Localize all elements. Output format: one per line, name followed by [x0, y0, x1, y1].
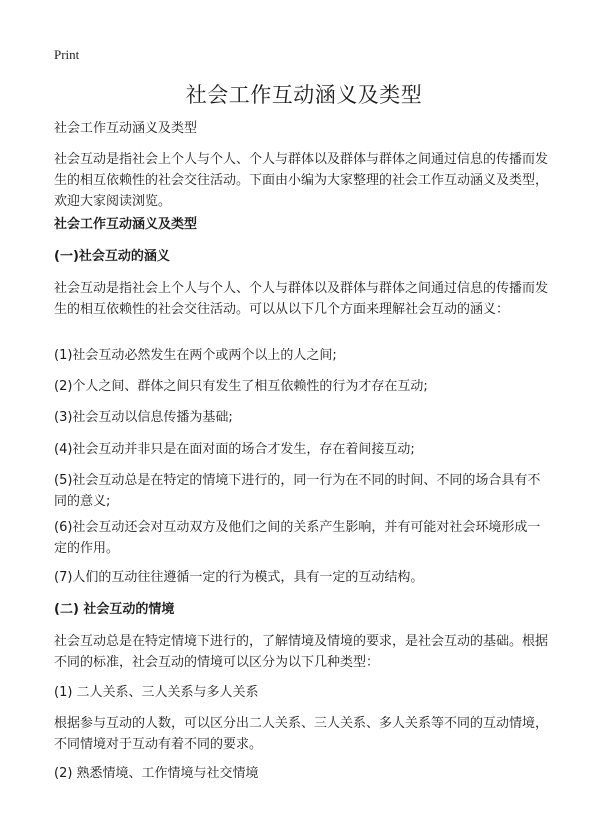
list-item: (6)社会互动还会对互动双方及他们之间的关系产生影响，并有可能对社会环境形成一定的作用。 — [54, 520, 541, 556]
group-size-paragraph: 根据参与互动的人数，可以区分出二人关系、三人关系、多人关系等不同的互动情境，不同情境对于互动有着不同的要求。 — [54, 716, 549, 752]
list-item: (2)个人之间、群体之间只有发生了相互依赖性的行为才存在互动; — [54, 379, 428, 394]
type-heading-situation-kind: (2) 熟悉情境、工作情境与社交情境 — [54, 766, 259, 781]
subsection-heading-meaning: (一)社会互动的涵义 — [54, 249, 170, 264]
section-heading: 社会工作互动涵义及类型 — [54, 217, 198, 232]
list-item: (1)社会互动必然发生在两个或两个以上的人之间; — [54, 348, 337, 363]
intro-paragraph: 社会互动是指社会上个人与个人、个人与群体以及群体与群体之间通过信息的传播而发生的相互依赖性的社会交往活动。下面由小编为大家整理的社会工作互动涵义及类型，欢迎大家阅读浏览。 — [54, 152, 549, 209]
meaning-paragraph: 社会互动是指社会上个人与个人、个人与群体以及群体与群体之间通过信息的传播而发生的相互依赖性的社会交往活动。可以从以下几个方面来理解社会互动的涵义： — [54, 281, 549, 317]
print-link[interactable]: Print — [54, 47, 80, 62]
page-title: 社会工作互动涵义及类型 — [185, 83, 423, 107]
list-item: (3)社会互动以信息传播为基础; — [54, 410, 233, 425]
situation-paragraph: 社会互动总是在特定情境下进行的，了解情境及情境的要求，是社会互动的基础。根据不同的标准，社会互动的情境可以区分为以下几种类型： — [54, 634, 549, 670]
subtitle-text: 社会工作互动涵义及类型 — [54, 121, 198, 136]
type-heading-group-size: (1) 二人关系、三人关系与多人关系 — [54, 685, 259, 700]
list-item: (7)人们的互动往往遵循一定的行为模式，具有一定的互动结构。 — [54, 570, 424, 585]
list-item: (4)社会互动并非只是在面对面的场合才发生，存在着间接互动; — [54, 442, 415, 457]
subsection-heading-situation: (二) 社会互动的情境 — [54, 602, 175, 617]
list-item: (5)社会互动总是在特定的情境下进行的，同一行为在不同的时间、不同的场合具有不同的意义; — [54, 473, 541, 509]
